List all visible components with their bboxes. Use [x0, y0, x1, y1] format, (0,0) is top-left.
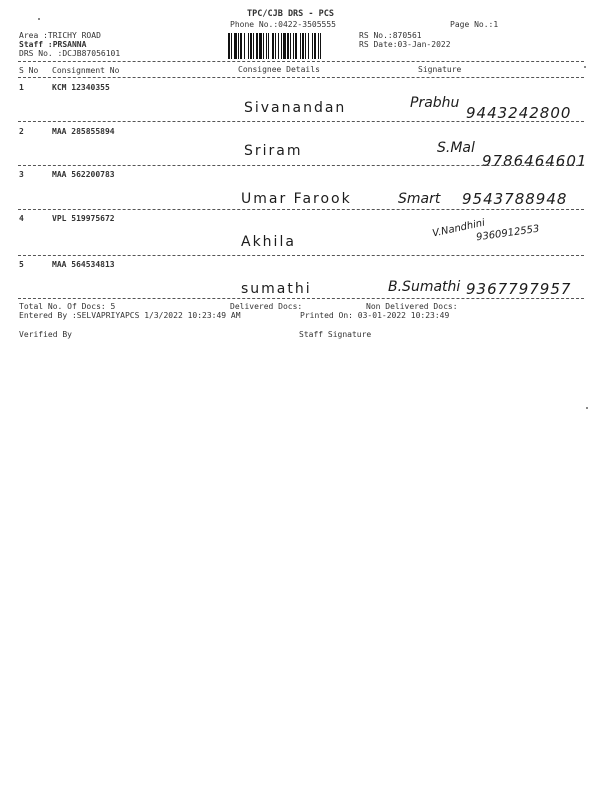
drs-number: DRS No. :DCJB87056101 — [19, 49, 121, 58]
row-sno: 2 — [19, 127, 24, 136]
handwritten-consignee-name: Sriram — [244, 143, 303, 159]
row-rule — [18, 255, 584, 256]
row-sno: 4 — [19, 214, 24, 223]
handwritten-signature: V.Nandhini — [431, 217, 486, 240]
staff-signature: Staff Signature — [299, 330, 372, 339]
barcode-bar — [248, 33, 249, 59]
non-delivered-docs: Non Delivered Docs: — [366, 302, 458, 311]
barcode-bar — [290, 33, 291, 59]
row-consignment: MAA 564534813 — [52, 260, 115, 269]
scan-speck — [584, 66, 586, 68]
row-rule — [18, 209, 584, 210]
barcode-bar — [293, 33, 294, 59]
handwritten-consignee-name: Sivanandan — [244, 100, 347, 116]
barcode-bar — [312, 33, 313, 59]
barcode-bar — [231, 33, 232, 59]
barcode-bar — [234, 33, 237, 59]
barcode-bar — [300, 33, 301, 59]
column-signature: Signature — [418, 65, 462, 74]
handwritten-phone: 9367797957 — [466, 280, 572, 298]
row-consignment: MAA 285855894 — [52, 127, 115, 136]
handwritten-phone: 9543788948 — [462, 190, 568, 208]
document-title: TPC/CJB DRS - PCS — [247, 9, 334, 19]
row-sno: 3 — [19, 170, 24, 179]
barcode-bar — [244, 33, 245, 59]
header-top-rule — [18, 61, 584, 62]
entered-by: Entered By :SELVAPRIYAPCS 1/3/2022 10:23:49 AM — [19, 311, 241, 320]
handwritten-phone: 9443242800 — [466, 104, 572, 122]
barcode-bar — [256, 33, 258, 59]
barcode-bar — [240, 33, 242, 59]
column-consignee-details: Consignee Details — [238, 65, 320, 74]
barcode-bar — [263, 33, 264, 59]
barcode-bar — [314, 33, 316, 59]
barcode-bar — [250, 33, 252, 59]
rs-date: RS Date:03-Jan-2022 — [359, 40, 451, 49]
row-consignment: VPL 519975672 — [52, 214, 115, 223]
barcode-bar — [295, 33, 297, 59]
handwritten-signature: Prabhu — [410, 95, 460, 111]
row-rule — [18, 165, 584, 166]
header-bottom-rule — [18, 77, 584, 78]
scan-speck — [586, 407, 588, 409]
barcode-bar — [308, 33, 309, 59]
area-label: Area :TRICHY ROAD — [19, 31, 101, 40]
barcode-bar — [268, 33, 269, 59]
barcode-bar — [281, 33, 282, 59]
handwritten-consignee-name: Umar Farook — [241, 191, 352, 207]
row-sno: 5 — [19, 260, 24, 269]
barcode — [228, 33, 354, 59]
handwritten-consignee-name: Akhila — [241, 234, 296, 250]
barcode-bar — [320, 33, 321, 59]
phone-number: Phone No.:0422-3505555 — [230, 20, 336, 29]
barcode-bar — [228, 33, 230, 59]
delivered-docs: Delivered Docs: — [230, 302, 303, 311]
row-rule — [18, 121, 584, 122]
barcode-bar — [318, 33, 319, 59]
barcode-bar — [302, 33, 304, 59]
handwritten-signature: B.Sumathi — [388, 279, 461, 295]
barcode-bar — [305, 33, 306, 59]
row-consignment: KCM 12340355 — [52, 83, 110, 92]
barcode-bar — [272, 33, 274, 59]
row-rule — [18, 298, 584, 299]
total-docs: Total No. Of Docs: 5 — [19, 302, 116, 311]
page-number: Page No.:1 — [450, 20, 499, 29]
barcode-bar — [238, 33, 239, 59]
barcode-bar — [287, 33, 289, 59]
row-consignment: MAA 562200783 — [52, 170, 115, 179]
handwritten-phone: 9786464601 — [482, 152, 588, 170]
staff-label: Staff :PRSANNA — [19, 40, 87, 49]
handwritten-signature: Smart — [398, 191, 441, 207]
printed-on: Printed On: 03-01-2022 10:23:49 — [300, 311, 450, 320]
barcode-bar — [283, 33, 286, 59]
column-consignment: Consignment No — [52, 66, 120, 75]
handwritten-phone: 9360912553 — [475, 223, 541, 244]
handwritten-consignee-name: sumathi — [241, 281, 312, 297]
barcode-bar — [259, 33, 262, 59]
barcode-bar — [278, 33, 279, 59]
row-sno: 1 — [19, 83, 24, 92]
verified-by: Verified By — [19, 330, 72, 339]
rs-number: RS No.:870561 — [359, 31, 422, 40]
barcode-bar — [275, 33, 276, 59]
handwritten-signature: S.Mal — [437, 140, 475, 156]
barcode-bar — [253, 33, 254, 59]
scan-speck — [38, 18, 40, 20]
barcode-bar — [266, 33, 267, 59]
column-sno: S No — [19, 66, 39, 75]
